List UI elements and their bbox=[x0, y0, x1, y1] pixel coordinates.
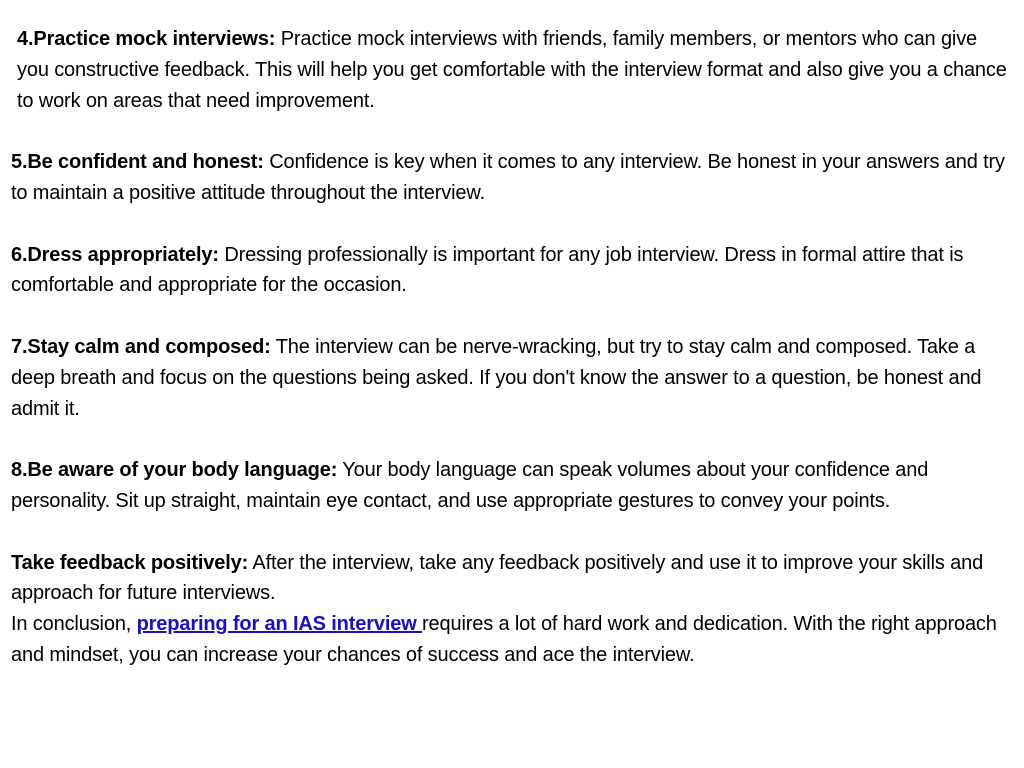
tip-practice-mock-interviews bbox=[11, 24, 1011, 116]
tip-heading: 4.Practice mock interviews: bbox=[17, 28, 276, 50]
tip-heading: 8.Be aware of your body language: bbox=[11, 459, 338, 482]
document-body bbox=[11, 24, 1011, 671]
paragraph-gap bbox=[11, 517, 1011, 548]
tip-text: Practice mock interviews with friends, family members, or mentors who can give you constructive feedback. This will help you get comfortable with the interview format and also give you a chance to work on areas that need improvement. bbox=[17, 28, 1007, 112]
conclusion-paragraph bbox=[11, 609, 1011, 671]
paragraph-gap bbox=[11, 424, 1011, 455]
paragraph-gap bbox=[11, 116, 1011, 147]
tip-heading: 5.Be confident and honest: bbox=[11, 151, 264, 174]
tip-heading: 6.Dress appropriately: bbox=[11, 243, 219, 266]
tip-text: Your body language can speak volumes about your confidence and personality. Sit up straight, maintain eye contact, and use appropriate gestures to convey your points. bbox=[11, 459, 929, 512]
tip-heading: Take feedback positively: bbox=[11, 551, 249, 574]
conclusion-prefix: In conclusion, bbox=[11, 613, 137, 636]
tip-text: The interview can be nerve-wracking, but try to stay calm and composed. Take a deep breath and focus on the questions being asked. If you don't know the answer to a question, be honest and admit it. bbox=[11, 335, 982, 420]
tip-heading: 7.Stay calm and composed: bbox=[11, 335, 271, 358]
conclusion-suffix: requires a lot of hard work and dedication. With the right approach and mindset, you can increase your chances of success and ace the interview. bbox=[11, 613, 997, 666]
tip-stay-calm-and-composed bbox=[11, 332, 1011, 424]
tip-text: Confidence is key when it comes to any interview. Be honest in your answers and try to maintain a positive attitude throughout the interview. bbox=[11, 151, 1005, 204]
tip-dress-appropriately bbox=[11, 240, 1011, 302]
tip-be-confident-and-honest bbox=[11, 147, 1011, 209]
tip-take-feedback-positively bbox=[11, 548, 1011, 610]
tip-text: After the interview, take any feedback positively and use it to improve your skills and approach for future interviews. bbox=[11, 551, 984, 605]
tip-body-language bbox=[11, 455, 1011, 517]
ias-interview-link[interactable]: preparing for an IAS interview bbox=[136, 613, 423, 636]
tip-text: Dressing professionally is important for any job interview. Dress in formal attire that is comfortable and appropriate for the occasion. bbox=[11, 243, 964, 297]
paragraph-gap bbox=[11, 301, 1011, 332]
paragraph-gap bbox=[11, 209, 1011, 240]
